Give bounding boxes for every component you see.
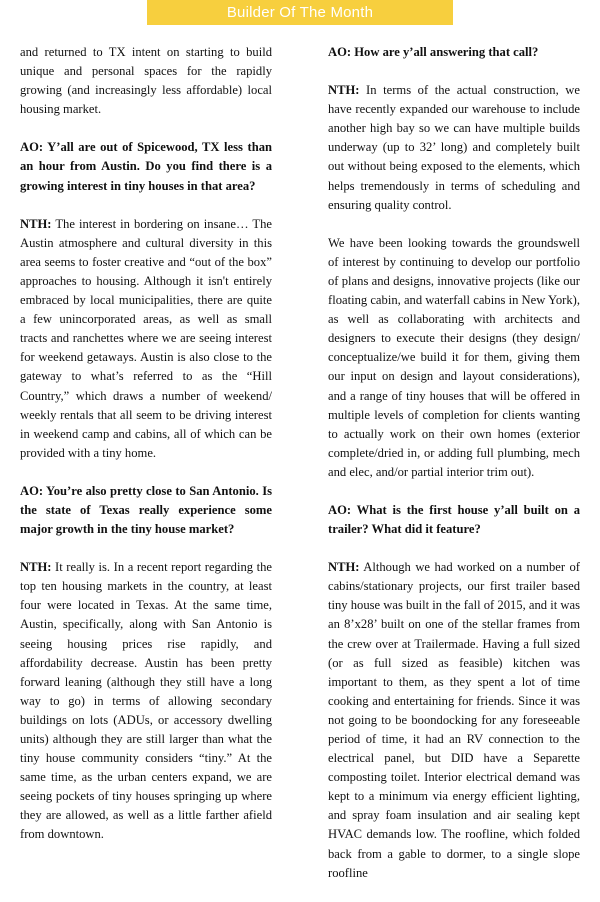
answer-label: NTH: xyxy=(328,560,360,575)
question-first-house: AO: What is the first house y’all built on a trailer? What did it feature? xyxy=(328,502,580,537)
answer-text: Although we had worked on a number of cabins/stationary projects, our first trailer based tiny house was built in the fall of 2015, and it was an 8’x28’ built on one of the stellar frames from the crew over at Trailermade. Having a full sized (or as full sized as feasible) kitchen was important to them, as they spent a lot of time cooking and entertaining for friends. Since it was not going to be boondocking for any foreseeable period of time, it had an RV connection to the electrical panel, but DID have a Separette composting toilet. Interior electrical demand was kept to a minimum via energy efficient lighting, and spray foam insulation and air sealing kept HVAC demands low. The roofline, which folded back from a gable to dormer, to a single slope roofline xyxy=(328,560,580,880)
answer-text: In terms of the actual construction, we have recently expanded our warehouse to include another high bay so we can have multiple builds underway (up to 32’ long) and completely built out without being exposed to the elements, which helps tremendously in terms of scheduling and ensuring quality control. xyxy=(328,83,580,212)
intro-paragraph: and returned to TX intent on starting to build unique and personal spaces for the rapidly growing (and increasingly less affordable) local housing market. xyxy=(20,45,272,117)
answer-label: NTH: xyxy=(328,83,360,98)
answer-first-house xyxy=(328,558,580,883)
question-san-antonio: AO: You’re also pretty close to San Antonio. Is the state of Texas really experience some major growth in the tiny house market? xyxy=(20,483,272,537)
groundswell-paragraph: We have been looking towards the groundswell of interest by continuing to develop our portfolio of plans and designs, innovative projects (like our floating cabin, and waterfall cabins in New York), as well as collaborating with architects and designers to execute their designs (they design/ conceptualize/we build it for them, giving them our input on design and layout considerations), and a range of tiny houses that will be offered in multiple levels of completion for clients wanting to actually work on their own homes (exterior complete/dried in, or adding full plumbing, mech and elec, and/or partial interior trim out). xyxy=(328,235,580,479)
right-text-column xyxy=(328,43,580,902)
section-header-title: Builder Of The Month xyxy=(226,4,374,21)
answer-text: It really is. In a recent report regarding the top ten housing markets in the country, at least four were located in Texas. At the same time, Austin, specifically, along with San Antonio is seeing housing prices rise rapidly, and affordability decrease. Austin has been pretty forward leaning (although they still have a long way to go) in terms of allowing secondary buildings on lots (ADUs, or accessory dwelling units) although they are still larger than what the tiny house community considers “tiny.” At the same time, as the urban centers expand, we are seeing pockets of tiny houses springing up where they are allowed, as well as a little farther afield from downtown. xyxy=(20,560,272,842)
answer-answering-call xyxy=(328,81,580,215)
answer-label: NTH: xyxy=(20,560,52,575)
answer-text: The interest in bordering on insane… The Austin atmosphere and cultural diversity in this area seems to foster creative and “out of the box” approaches to housing. Although it isn't entirely embraced by local municipalities, there are quite a few unincorporated areas, as well as small tracts and ranchettes where we are seeing interest for weekend getaways. Austin is also close to the gateway to what’s referred to as the “Hill Country,” which draws a number of weekend/ weekly rentals that all seem to be driving interest in weekend camp and cabins, all of which can be provided with a tiny home. xyxy=(20,216,272,460)
section-header-banner xyxy=(147,0,453,25)
answer-san-antonio xyxy=(20,558,272,844)
left-text-column xyxy=(20,43,272,864)
question-answering-call: AO: How are y’all answering that call? xyxy=(328,45,539,59)
question-spicewood: AO: Y’all are out of Spicewood, TX less than an hour from Austin. Do you find there is a growing interest in tiny houses in that area? xyxy=(20,140,272,193)
answer-label: NTH: xyxy=(20,216,52,231)
answer-spicewood xyxy=(20,215,272,463)
